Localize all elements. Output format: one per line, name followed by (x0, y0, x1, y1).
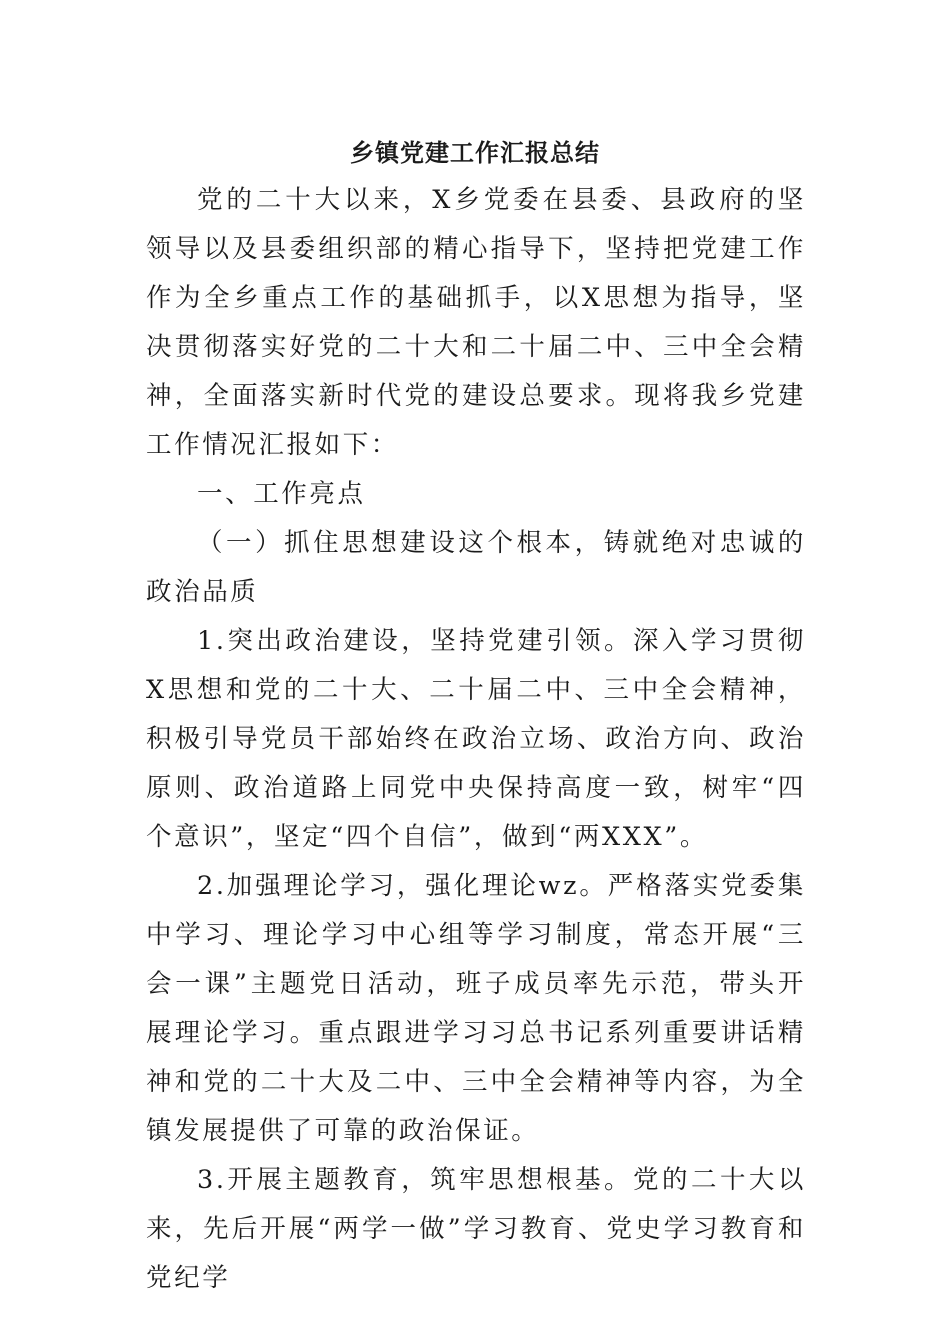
intro-paragraph: 党的二十大以来，X乡党委在县委、县政府的坚领导以及县委组织部的精心指导下，坚持把党建工作作为全乡重点工作的基础抓手，以X思想为指导，坚决贯彻落实好党的二十大和二十届二中、三中全会精神，全面落实新时代党的建设总要求。现将我乡党建工作情况汇报如下： (146, 185, 806, 460)
item-paragraph-2: 2.加强理论学习，强化理论wz。严格落实党委集中学习、理论学习中心组等学习制度，常态开展“三会一课”主题党日活动，班子成员率先示范，带头开展理论学习。重点跟进学习习总书记系列重要讲话精神和党的二十大及二中、三中全会精神等内容，为全镇发展提供了可靠的政治保证。 (146, 871, 806, 1146)
item-paragraph-1: 1.突出政治建设，坚持党建引领。深入学习贯彻X思想和党的二十大、二十届二中、三中全会精神，积极引导党员干部始终在政治立场、政治方向、政治原则、政治道路上同党中央保持高度一致，树牢“四个意识”，坚定“四个自信”，做到“两XXX”。 (146, 626, 806, 852)
item-paragraph-3: 3.开展主题教育，筑牢思想根基。党的二十大以来，先后开展“两学一做”学习教育、党史学习教育和党纪学 (146, 1165, 806, 1293)
document-body (146, 176, 806, 1303)
subsection-heading-ideology: （一）抓住思想建设这个根本，铸就绝对忠诚的政治品质 (146, 528, 806, 607)
section-heading-highlights: 一、工作亮点 (197, 479, 366, 509)
document-title: 乡镇党建工作汇报总结 (350, 138, 600, 167)
